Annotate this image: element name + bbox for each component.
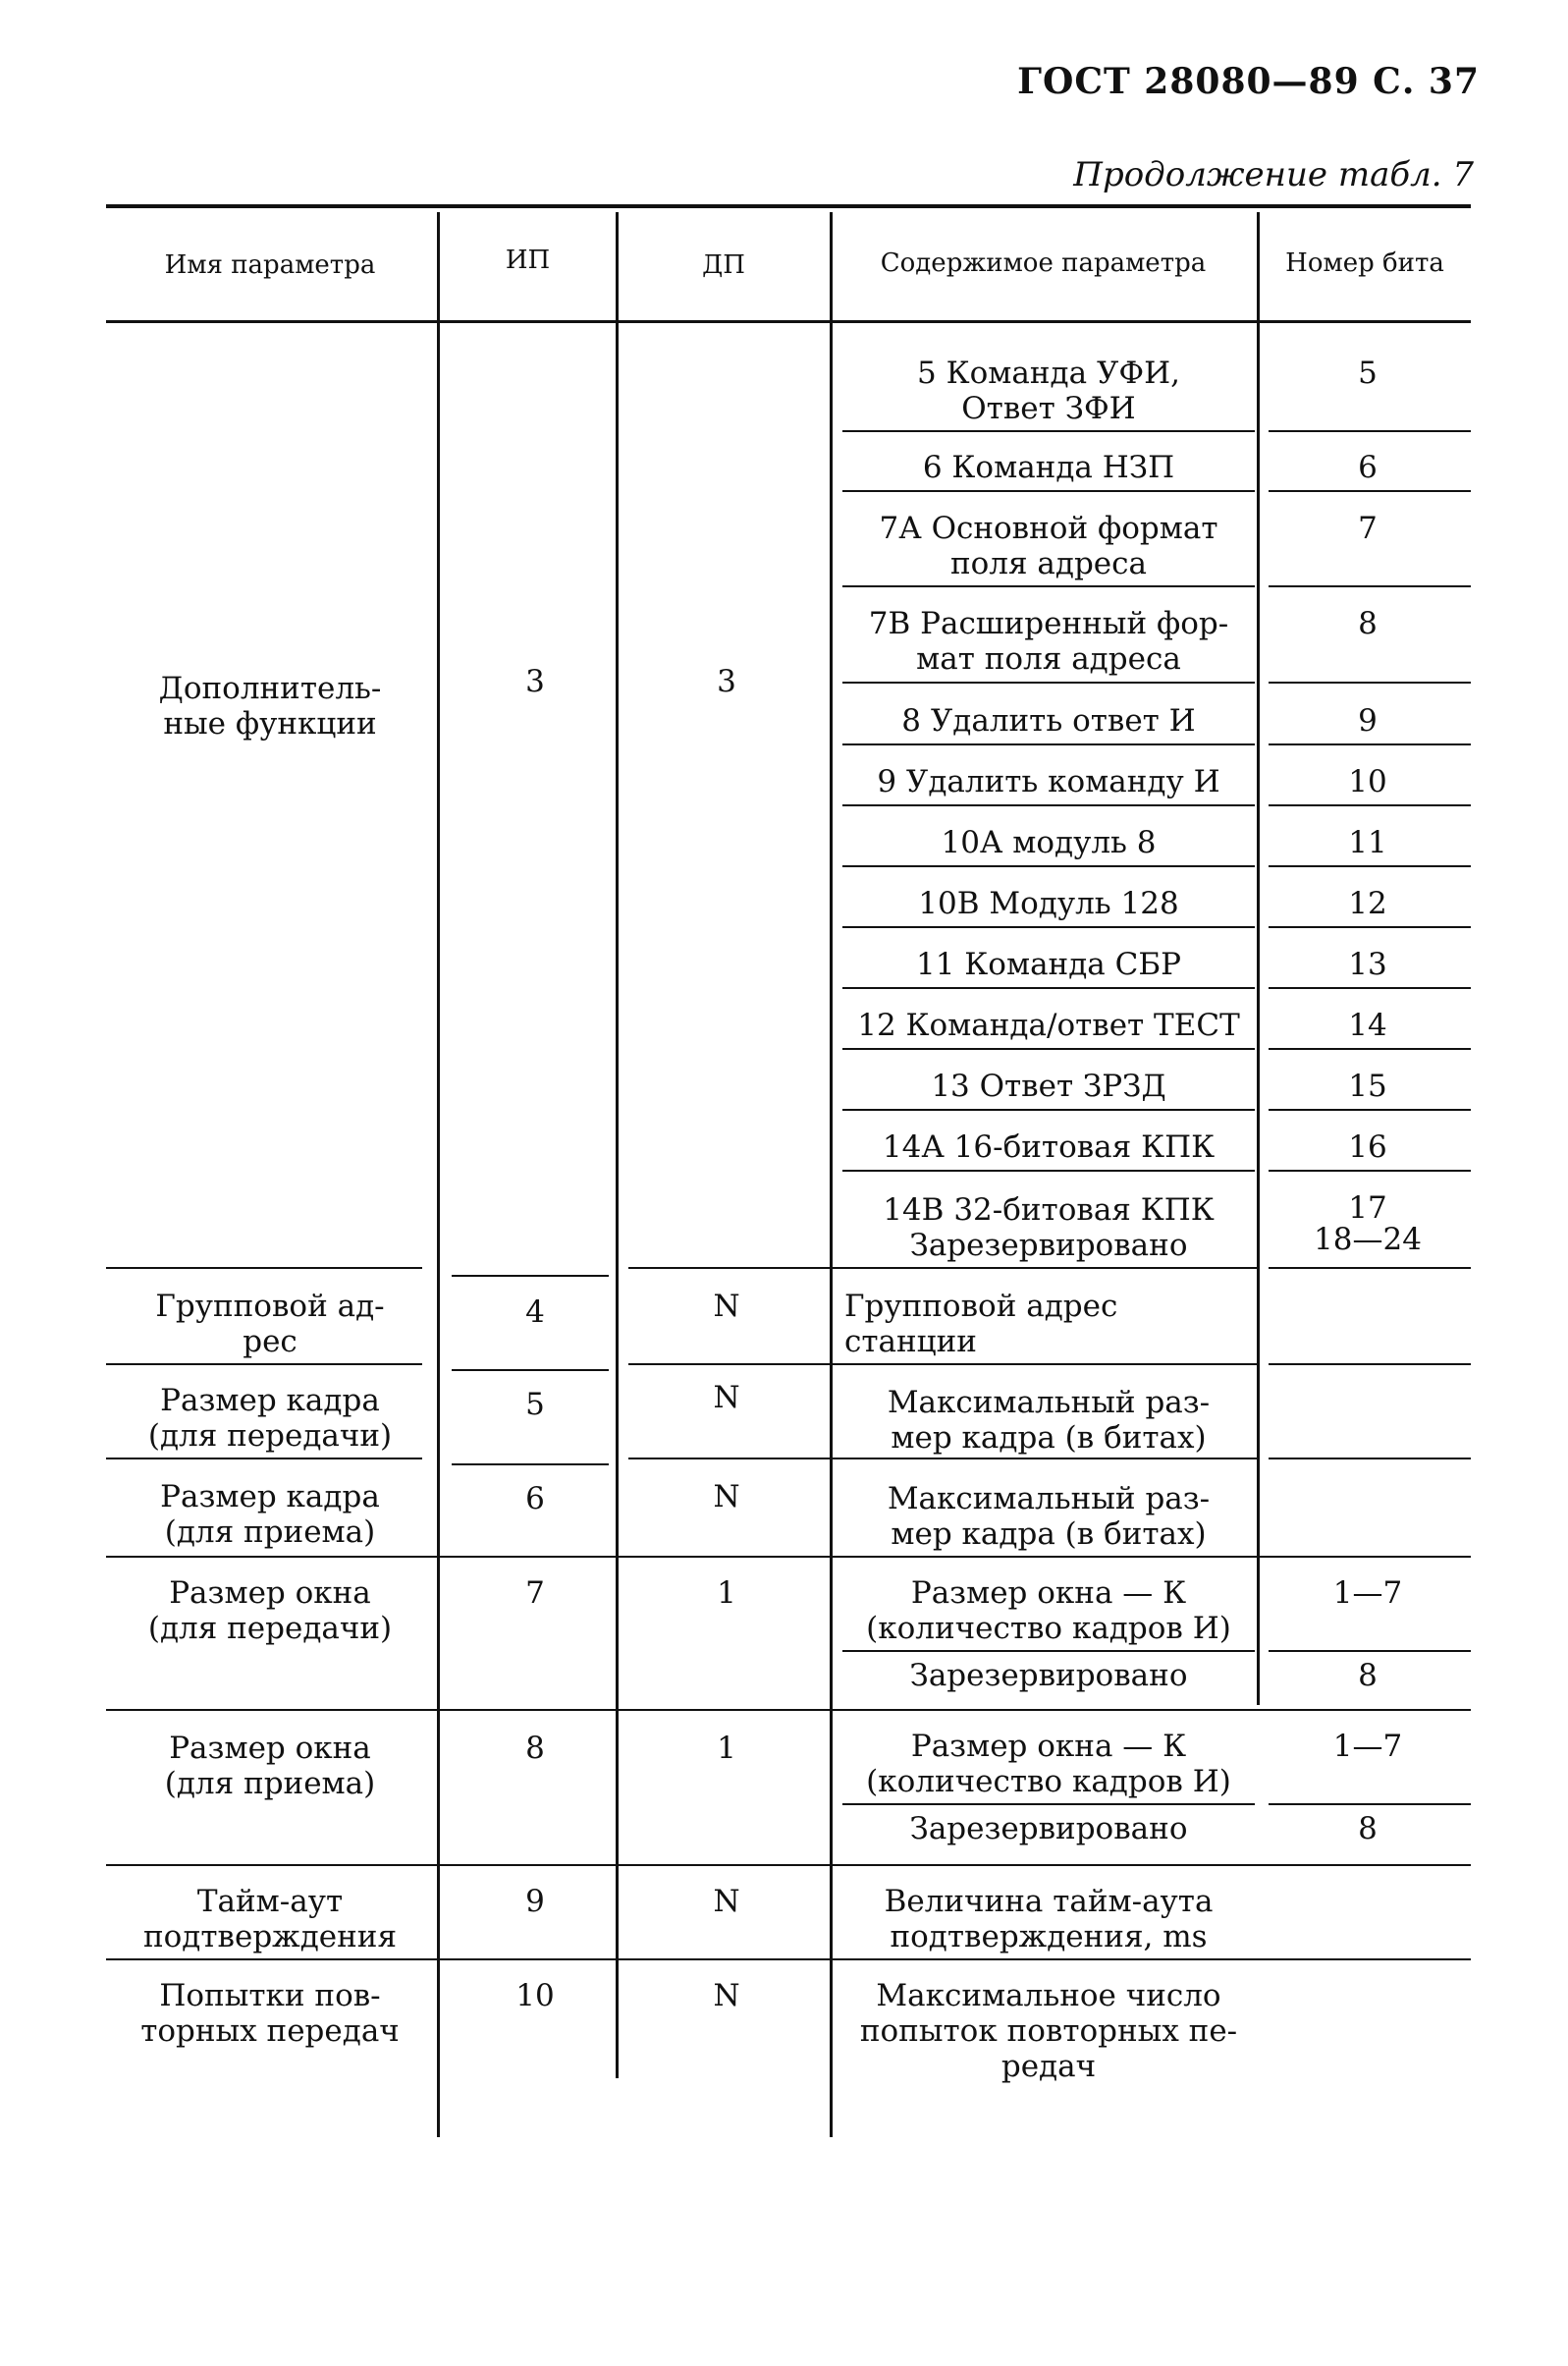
row-rule [1269, 430, 1471, 432]
bit-number: 8 [1358, 606, 1378, 641]
param-content-frame-tx: Максимальный раз- мер кадра (в битах) [887, 1385, 1211, 1456]
param-content-group-address: Групповой адрес станции [844, 1289, 1118, 1359]
bit-number: 9 [1358, 703, 1378, 739]
row-rule [1269, 926, 1471, 928]
row-rule [1269, 987, 1471, 989]
param-dp-frame-rx: N [713, 1479, 740, 1514]
param-content-window-tx: Размер окна — К (количество кадров И) [866, 1575, 1231, 1646]
content-item: 10В Модуль 128 [918, 886, 1179, 921]
param-name-window-tx: Размер окна (для передачи) [147, 1575, 393, 1646]
row-rule [1269, 1650, 1471, 1652]
column-header-ip: ИП [505, 246, 551, 275]
bit-number: 5 [1358, 356, 1378, 391]
content-item: 10А модуль 8 [941, 825, 1157, 860]
content-item: 6 Команда НЗП [922, 450, 1175, 485]
param-content-window-tx-reserved: Зарезервировано [909, 1658, 1188, 1693]
row-rule [106, 1556, 1471, 1558]
bit-number: 17 18—24 [1314, 1190, 1422, 1257]
column-header-content: Содержимое параметра [880, 248, 1207, 278]
row-rule [842, 865, 1255, 867]
param-content-ack-timeout: Величина тайм-аута подтверждения, ms [884, 1884, 1214, 1954]
bit-number: 7 [1358, 511, 1378, 546]
param-ip-frame-rx: 6 [525, 1481, 545, 1516]
content-item: 11 Команда СБР [916, 947, 1181, 982]
content-item: 8 Удалить ответ И [901, 703, 1196, 739]
row-rule [106, 1709, 1471, 1711]
bit-number: 16 [1348, 1129, 1387, 1165]
row-rule [106, 1267, 422, 1269]
param-dp-group-address: N [713, 1289, 740, 1324]
row-rule [106, 1363, 422, 1365]
bit-number: 11 [1348, 825, 1387, 860]
row-rule [842, 804, 1255, 806]
row-rule [452, 1463, 609, 1465]
bit-number: 10 [1348, 764, 1387, 799]
column-divider [616, 212, 619, 2078]
param-ip-frame-tx: 5 [525, 1387, 545, 1422]
row-rule [1269, 1048, 1471, 1050]
row-rule [1269, 1170, 1471, 1172]
page-reference: ГОСТ 28080—89 С. 37 [1017, 61, 1480, 102]
row-rule [106, 1458, 422, 1459]
row-rule [1269, 1803, 1471, 1805]
bit-number: 15 [1348, 1069, 1387, 1104]
row-rule [628, 1363, 1257, 1365]
param-name-frame-rx: Размер кадра (для приема) [160, 1479, 380, 1550]
row-rule [1269, 585, 1471, 587]
param-dp-retries: N [713, 1978, 740, 2013]
row-rule [842, 1048, 1255, 1050]
row-rule [1269, 1109, 1471, 1111]
row-rule [842, 1170, 1255, 1172]
content-item: 9 Удалить команду И [877, 764, 1220, 799]
param-name-retries: Попытки пов- торных передач [140, 1978, 400, 2049]
content-item: 5 Команда УФИ, Ответ ЗФИ [917, 356, 1180, 426]
content-item: 7А Основной формат поля адреса [879, 511, 1218, 581]
row-rule [1269, 804, 1471, 806]
content-item: 12 Команда/ответ ТЕСТ [857, 1008, 1240, 1043]
row-rule [452, 1369, 609, 1371]
row-rule [842, 682, 1255, 684]
row-rule [842, 1650, 1255, 1652]
param-ip-ack-timeout: 9 [525, 1884, 545, 1919]
param-name-group-address: Групповой ад- рес [155, 1289, 385, 1359]
row-rule [842, 926, 1255, 928]
param-dp-frame-tx: N [713, 1380, 740, 1415]
param-bit-window-tx: 1—7 [1332, 1575, 1403, 1611]
row-rule [1269, 865, 1471, 867]
param-bit-window-tx-reserved: 8 [1358, 1658, 1378, 1693]
row-rule [106, 1864, 1471, 1866]
row-rule [842, 430, 1255, 432]
table-top-rule [106, 204, 1471, 208]
row-rule [842, 743, 1255, 745]
param-bit-window-rx-reserved: 8 [1358, 1811, 1378, 1846]
column-divider [1257, 212, 1260, 1705]
row-rule [1269, 1267, 1471, 1269]
bit-number: 14 [1348, 1008, 1387, 1043]
param-dp-window-rx: 1 [717, 1731, 736, 1766]
row-rule [1269, 1458, 1471, 1459]
row-rule [1269, 1363, 1471, 1365]
bit-number: 13 [1348, 947, 1387, 982]
row-rule [842, 1803, 1255, 1805]
header-bottom-rule [106, 320, 1471, 323]
row-rule [1269, 743, 1471, 745]
param-dp-ack-timeout: N [713, 1884, 740, 1919]
column-header-name: Имя параметра [164, 250, 376, 280]
param-ip-retries: 10 [515, 1978, 555, 2013]
param-dp-window-tx: 1 [717, 1575, 736, 1611]
param-name-ack-timeout: Тайм-аут подтверждения [142, 1884, 398, 1954]
row-rule [842, 585, 1255, 587]
param-content-frame-rx: Максимальный раз- мер кадра (в битах) [887, 1481, 1211, 1552]
row-rule [1269, 682, 1471, 684]
param-ip-window-tx: 7 [525, 1575, 545, 1611]
param-name-frame-tx: Размер кадра (для передачи) [147, 1383, 393, 1454]
param-content-window-rx: Размер окна — К (количество кадров И) [866, 1729, 1231, 1799]
content-item: 7В Расширенный фор- мат поля адреса [868, 606, 1229, 677]
content-item: 14В 32-битовая КПК Зарезервировано [883, 1192, 1215, 1263]
row-rule [842, 1109, 1255, 1111]
param-name-window-rx: Размер окна (для приема) [164, 1731, 376, 1801]
row-rule [842, 987, 1255, 989]
param-name-additional: Дополнитель- ные функции [158, 671, 382, 742]
content-item: 14А 16-битовая КПК [882, 1129, 1216, 1165]
param-dp-additional: 3 [717, 664, 736, 699]
param-bit-window-rx: 1—7 [1332, 1729, 1403, 1764]
param-ip-group-address: 4 [525, 1294, 545, 1330]
column-divider [830, 212, 833, 2137]
row-rule [628, 1267, 1257, 1269]
content-item: 13 Ответ ЗРЗД [931, 1069, 1166, 1104]
row-rule [1269, 490, 1471, 492]
row-rule [842, 490, 1255, 492]
param-ip-additional: 3 [525, 664, 545, 699]
bit-number: 6 [1358, 450, 1378, 485]
column-header-dp: ДП [702, 250, 745, 280]
param-content-retries: Максимальное число попыток повторных пе- редач [859, 1978, 1238, 2084]
column-divider [437, 212, 440, 2137]
row-rule [106, 1958, 1471, 1960]
row-rule [628, 1458, 1257, 1459]
table-continuation-label: Продолжение табл. 7 [1073, 155, 1474, 194]
row-rule [452, 1275, 609, 1277]
column-header-bit: Номер бита [1285, 248, 1444, 278]
param-content-window-rx-reserved: Зарезервировано [909, 1811, 1188, 1846]
param-ip-window-rx: 8 [525, 1731, 545, 1766]
bit-number: 12 [1348, 886, 1387, 921]
